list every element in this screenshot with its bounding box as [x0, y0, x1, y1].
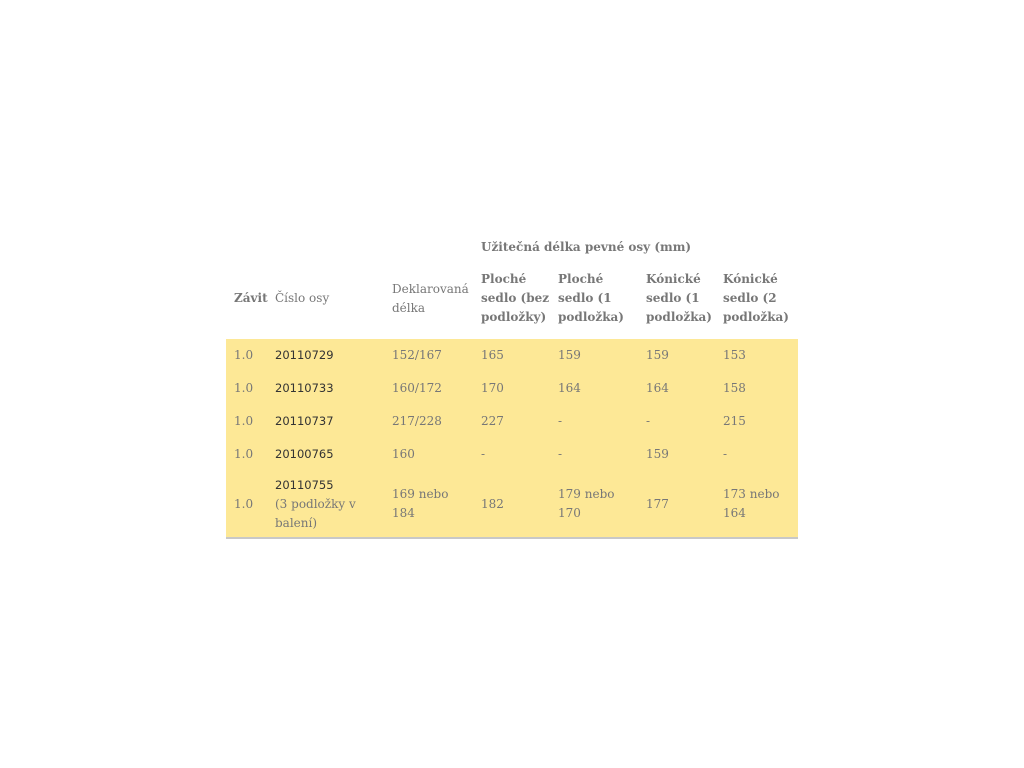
cell-konicke-1: 164	[646, 381, 669, 395]
table-body	[226, 339, 798, 538]
fixed-axle-length-table	[226, 232, 798, 539]
spec-table-container	[226, 232, 798, 539]
cell-zavit: 1.0	[234, 414, 254, 428]
cell-deklarovana: 160/172	[392, 381, 442, 395]
cell-konicke-1: 177	[638, 471, 715, 538]
cell-ploche-1: 164	[558, 381, 581, 395]
cell-ploche-1: -	[558, 414, 563, 428]
table-row	[226, 405, 798, 438]
header-zavit: Závit	[234, 291, 268, 305]
header-ploche-sedlo-1: Ploché sedlo (1 podložka)	[558, 272, 624, 324]
cell-ploche-bez: 182	[473, 471, 550, 538]
header-konicke-sedlo-1: Kónické sedlo (1 podložka)	[646, 272, 712, 324]
group-header-row	[226, 232, 798, 262]
cell-cislo-osy: 20110737	[275, 414, 334, 428]
table-row	[226, 471, 798, 538]
cell-deklarovana: 169 nebo 184	[384, 471, 473, 538]
cell-ploche-bez: 227	[481, 414, 504, 428]
cell-konicke-1: -	[646, 414, 651, 428]
cell-zavit: 1.0	[226, 471, 267, 538]
table-header	[226, 232, 798, 339]
cell-deklarovana: 217/228	[392, 414, 442, 428]
cell-cislo-osy: 20110729	[275, 348, 334, 362]
cell-konicke-2: 215	[723, 414, 746, 428]
cell-ploche-1: -	[558, 447, 563, 461]
cell-konicke-1: 159	[646, 447, 669, 461]
cell-cislo-osy-number: 20110755	[275, 477, 334, 492]
table-row	[226, 372, 798, 405]
cell-ploche-bez: -	[481, 447, 486, 461]
cell-zavit: 1.0	[234, 447, 254, 461]
table-row	[226, 339, 798, 372]
column-header-row	[226, 262, 798, 339]
cell-deklarovana: 152/167	[392, 348, 442, 362]
cell-cislo-osy: 20100765	[275, 447, 334, 461]
cell-ploche-1: 179 nebo 170	[550, 471, 638, 538]
cell-konicke-2: 158	[723, 381, 746, 395]
cell-ploche-bez: 165	[481, 348, 504, 362]
cell-cislo-osy-note: (3 podložky v balení)	[275, 496, 356, 530]
header-deklarovana-delka: Deklarovaná délka	[392, 281, 469, 315]
cell-deklarovana: 160	[392, 447, 415, 461]
cell-konicke-2: 173 nebo 164	[715, 471, 798, 538]
cell-zavit: 1.0	[234, 348, 254, 362]
group-header-useful-length: Užitečná délka pevné osy (mm)	[481, 239, 692, 254]
header-cislo-osy: Číslo osy	[275, 291, 330, 305]
cell-konicke-1: 159	[646, 348, 669, 362]
table-row	[226, 438, 798, 471]
cell-konicke-2: 153	[723, 348, 746, 362]
header-konicke-sedlo-2: Kónické sedlo (2 podložka)	[723, 272, 789, 324]
cell-cislo-osy: 20110733	[275, 381, 334, 395]
cell-zavit: 1.0	[234, 381, 254, 395]
cell-ploche-1: 159	[558, 348, 581, 362]
group-header-spacer	[226, 232, 473, 262]
cell-ploche-bez: 170	[481, 381, 504, 395]
header-ploche-sedlo-bez: Ploché sedlo (bez podložky)	[481, 272, 550, 324]
cell-konicke-2: -	[723, 447, 728, 461]
cell-cislo-osy	[267, 471, 384, 538]
